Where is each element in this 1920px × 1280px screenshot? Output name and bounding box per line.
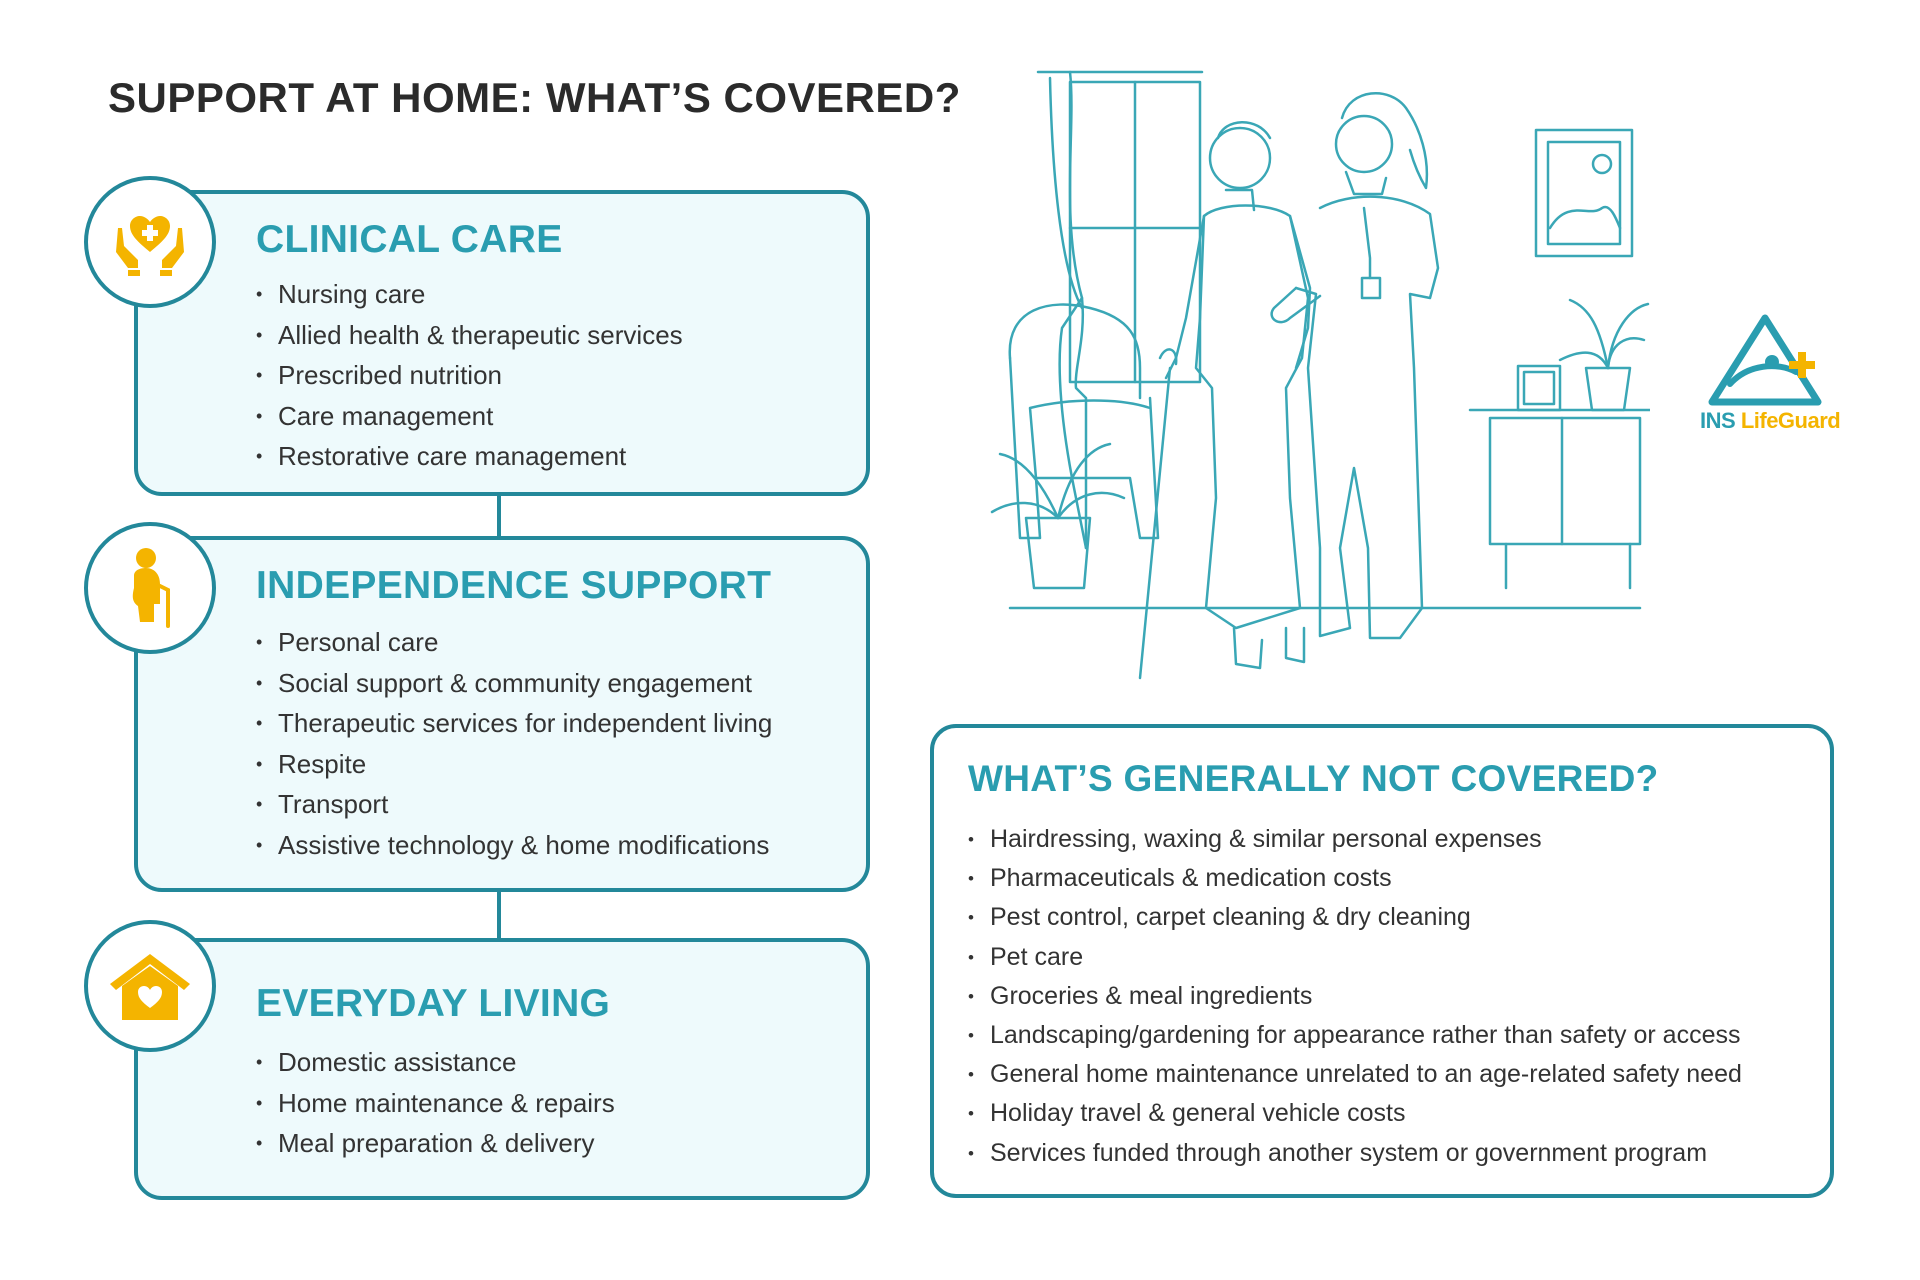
section-heading: INDEPENDENCE SUPPORT [256,564,772,607]
not-covered-list [968,820,1742,1173]
list-item: • General home maintenance unrelated to an age-related safety need [968,1055,1742,1094]
independence-support-card [134,536,870,892]
heart-hands-icon-circle [84,176,216,308]
logo-wordmark [1700,408,1840,434]
list-item: • Pharmaceuticals & medication costs [968,859,1742,898]
list-item: • Home maintenance & repairs [256,1083,615,1124]
connector-line [497,494,501,538]
elderly-person-icon-circle [84,522,216,654]
home-heart-icon [88,924,212,1048]
list-item: • Restorative care management [256,436,683,477]
everyday-living-card [134,938,870,1200]
clinical-care-list [256,274,683,477]
list-item: • Therapeutic services for independent living [256,703,772,744]
not-covered-card [930,724,1834,1198]
section-heading: EVERYDAY LIVING [256,982,611,1025]
page-title: SUPPORT AT HOME: WHAT’S COVERED? [108,74,961,121]
list-item: • Pet care [968,938,1742,977]
list-item: • Assistive technology & home modifications [256,825,772,866]
list-item: • Care management [256,396,683,437]
not-covered-heading: WHAT’S GENERALLY NOT COVERED? [968,758,1659,799]
list-item: • Services funded through another system or government program [968,1134,1742,1173]
home-heart-icon-circle [84,920,216,1052]
list-item: • Groceries & meal ingredients [968,977,1742,1016]
list-item: • Respite [256,744,772,785]
list-item: • Hairdressing, waxing & similar personal expenses [968,820,1742,859]
caregiver-illustration [990,68,1650,698]
heart-hands-icon [88,180,212,304]
list-item: • Landscaping/gardening for appearance rather than safety or access [968,1016,1742,1055]
list-item: • Nursing care [256,274,683,315]
logo-brand-name: LifeGuard [1740,408,1841,433]
list-item: • Holiday travel & general vehicle costs [968,1094,1742,1133]
list-item: • Domestic assistance [256,1042,615,1083]
list-item: • Meal preparation & delivery [256,1123,615,1164]
list-item: • Pest control, carpet cleaning & dry cleaning [968,898,1742,937]
clinical-care-card [134,190,870,496]
list-item: • Allied health & therapeutic services [256,315,683,356]
list-item: • Personal care [256,622,772,663]
everyday-living-list [256,1042,615,1164]
connector-line [497,890,501,938]
list-item: • Transport [256,784,772,825]
section-heading: CLINICAL CARE [256,218,563,261]
list-item: • Social support & community engagement [256,663,772,704]
independence-support-list [256,622,772,865]
list-item: • Prescribed nutrition [256,355,683,396]
logo-brand-prefix: INS [1700,408,1736,433]
elderly-person-cane-icon [88,526,212,650]
